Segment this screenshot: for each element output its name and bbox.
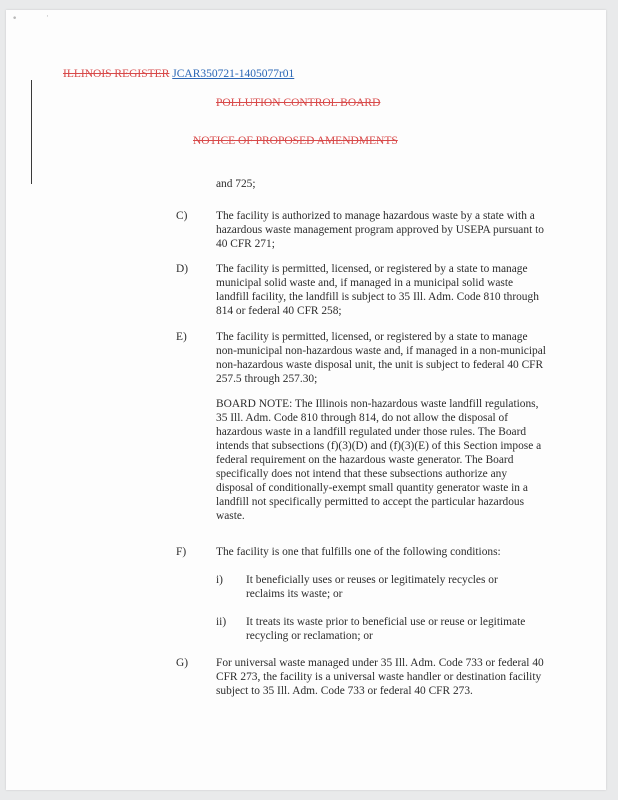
scan-speck: • bbox=[12, 14, 18, 24]
item-text-e: The facility is permitted, licensed, or registered by a state to manage non-municipal non-hazardous waste and, if managed in a non-municipal non-hazardous waste disposal unit, the unit is subject to federal 40 CFR 257.5 through 257.30; bbox=[216, 331, 546, 385]
subitem-text-i: It beneficially uses or reuses or legitimately recycles or reclaims its waste; or bbox=[246, 574, 498, 600]
item-label-c: C) bbox=[176, 210, 188, 222]
agency-name-struck: POLLUTION CONTROL BOARD bbox=[216, 97, 381, 109]
item-label-d: D) bbox=[176, 263, 189, 275]
item-text-c: The facility is authorized to manage hazardous waste by a state with a hazardous waste management program approved by USEPA pursuant to 40 CFR 271; bbox=[216, 210, 544, 250]
item-text-g: For universal waste managed under 35 Ill. Adm. Code 733 or federal 40 CFR 273, the facility is a universal waste handler or destination facility subject to 35 Ill. Adm. Code 733 or federal 40 CFR 273. bbox=[216, 657, 544, 697]
subitem-label-ii: ii) bbox=[216, 616, 227, 628]
notice-title-struck: NOTICE OF PROPOSED AMENDMENTS bbox=[193, 135, 398, 147]
revision-change-bar bbox=[31, 80, 32, 184]
register-title-struck: ILLINOIS REGISTER bbox=[63, 68, 170, 80]
subitem-label-i: i) bbox=[216, 574, 223, 586]
board-note: BOARD NOTE: The Illinois non-hazardous waste landfill regulations, 35 Ill. Adm. Code 810 through 814, do not allow the disposal of hazardous waste in a landfill regulated under those rules. The Board intends that subsections (f)(3)(D) and (f)(3)(E) of this Section impose a federal requirement on the hazardous waste generator. The Board specifically does not intend that these subsections authorize any disposal of conditionally-exempt small quantity generator waste in a landfill not specifically permitted to accept the particular hazardous waste. bbox=[216, 398, 542, 522]
continuation-text: and 725; bbox=[216, 178, 256, 190]
item-label-f: F) bbox=[176, 546, 187, 558]
item-text-d: The facility is permitted, licensed, or registered by a state to manage municipal solid waste and, if managed in a municipal solid waste landfill facility, the landfill is subject to 35 Ill. Adm. Code 810 through 814 or federal 40 CFR 258; bbox=[216, 263, 539, 317]
notice-header bbox=[193, 135, 398, 147]
document-page bbox=[6, 10, 606, 790]
agency-header bbox=[216, 97, 380, 109]
item-text-f: The facility is one that fulfills one of the following conditions: bbox=[216, 546, 501, 558]
register-header bbox=[63, 68, 294, 80]
scan-speck: · bbox=[46, 12, 49, 22]
subitem-text-ii: It treats its waste prior to beneficial use or reuse or legitimate recycling or reclamation; or bbox=[246, 616, 526, 642]
item-label-g: G) bbox=[176, 657, 189, 669]
jcar-document-id: JCAR350721-1405077r01 bbox=[172, 68, 295, 80]
item-label-e: E) bbox=[176, 331, 187, 343]
